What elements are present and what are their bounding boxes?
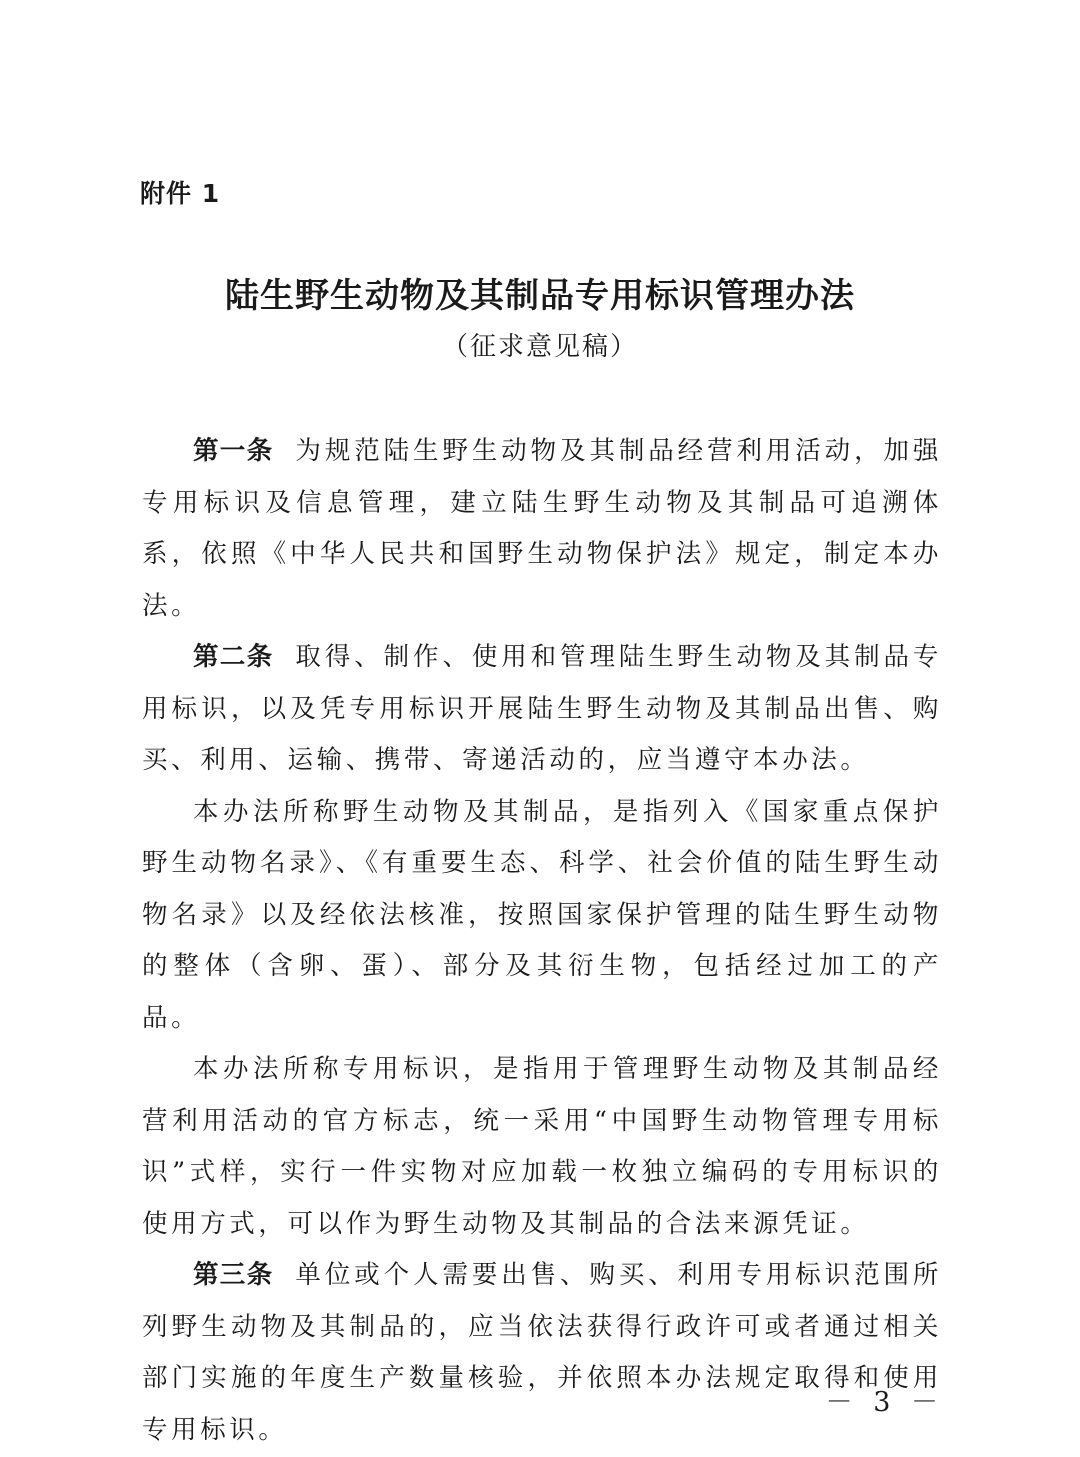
- paragraph-text: 本办法所称野生动物及其制品，是指列入《国家重点保护野生动物名录》、《有重要生态、科学、社会价值的陆生野生动物名录》以及经依法核准，按照国家保护管理的陆生野生动物的整体（含卵、蛋）、部分及其衍生物，包括经过加工的产品。: [142, 796, 942, 1033]
- paragraph-text: 单位或个人需要出售、购买、利用专用标识范围所列野生动物及其制品的，应当依法获得行政许可或者通过相关部门实施的年度生产数量核验，并依照本办法规定取得和使用专用标识。: [142, 1260, 942, 1445]
- document-title: 陆生野生动物及其制品专用标识管理办法: [225, 276, 855, 316]
- paragraph-definition-label: [142, 1044, 942, 1250]
- paragraph-article-2: [142, 632, 942, 787]
- paragraph-definition-products: [142, 787, 942, 1045]
- page-number: － 3 －: [825, 1387, 944, 1418]
- paragraph-article-1: [142, 426, 942, 632]
- paragraph-text: 本办法所称专用标识，是指用于管理野生动物及其制品经营利用活动的官方标志，统一采用“中国野生动物管理专用标识”式样，实行一件实物对应加载一枚独立编码的专用标识的使用方式，可以作为野生动物及其制品的合法来源凭证。: [142, 1054, 942, 1239]
- paragraph-article-3: [142, 1250, 942, 1456]
- paragraph-text: 为规范陆生野生动物及其制品经营利用活动，加强专用标识及信息管理，建立陆生野生动物及其制品可追溯体系，依照《中华人民共和国野生动物保护法》规定，制定本办法。: [142, 436, 942, 621]
- article-label: 第三条: [193, 1260, 274, 1290]
- document-body: [142, 426, 942, 1456]
- paragraph-text: 取得、制作、使用和管理陆生野生动物及其制品专用标识，以及凭专用标识开展陆生野生动物及其制品出售、购买、利用、运输、携带、寄递活动的，应当遵守本办法。: [142, 642, 942, 775]
- article-label: 第二条: [193, 642, 274, 672]
- attachment-label: 附件 1: [140, 179, 221, 208]
- document-subtitle: （征求意见稿）: [441, 332, 638, 362]
- article-label: 第一条: [193, 436, 274, 466]
